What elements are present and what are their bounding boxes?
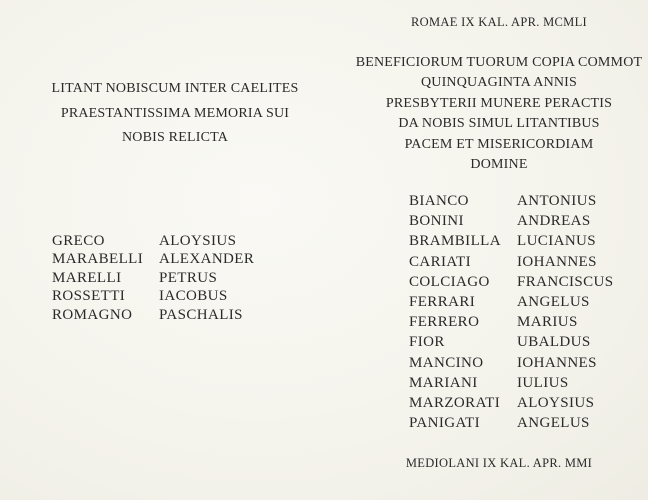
given-name: ANDREAS <box>517 213 591 230</box>
name-row <box>409 312 614 332</box>
name-row <box>52 287 254 305</box>
name-row <box>409 413 614 433</box>
name-row <box>409 272 614 292</box>
surname: COLCIAGO <box>409 273 490 290</box>
surname: MARIANI <box>409 374 478 391</box>
prayer-text <box>350 53 648 175</box>
surname: BIANCO <box>409 193 469 209</box>
surname: MARZORATI <box>409 395 501 412</box>
name-row <box>409 252 614 272</box>
surname: CARIATI <box>409 253 471 270</box>
given-name: ALEXANDER <box>159 251 255 268</box>
prayer-line: PRESBYTERII MUNERE PERACTIS <box>385 95 613 111</box>
given-name: FRANCISCUS <box>517 273 614 290</box>
given-name: ANGELUS <box>517 415 590 432</box>
name-row <box>409 393 614 413</box>
surname: MARABELLI <box>52 251 144 268</box>
intro-text <box>0 77 350 151</box>
intro-line: LITANT NOBISCUM INTER CAELITES <box>51 81 299 96</box>
prayer-line: PACEM ET MISERICORDIAM <box>404 136 594 152</box>
surname: FERRERO <box>409 314 480 331</box>
surname: FIOR <box>409 334 445 351</box>
prayer-line: DOMINE <box>470 157 528 173</box>
surname: ROMAGNO <box>52 306 133 323</box>
name-row <box>409 292 614 312</box>
name-row <box>409 191 614 211</box>
name-row <box>409 353 614 373</box>
living-names-list <box>409 191 614 433</box>
name-row <box>409 211 614 231</box>
name-row <box>52 269 254 287</box>
prayer-line: BENEFICIORUM TUORUM COPIA COMMOT <box>355 55 643 70</box>
surname: MARELLI <box>52 269 122 286</box>
surname: GRECO <box>52 233 105 249</box>
surname: BRAMBILLA <box>409 233 501 250</box>
surname: MANCINO <box>409 354 484 371</box>
surname: PANIGATI <box>409 415 480 432</box>
surname: BONINI <box>409 213 464 230</box>
date-header: ROMAE IX KAL. APR. MCMLI <box>411 15 587 29</box>
intro-line: PRAESTANTISSIMA MEMORIA SUI <box>60 105 290 121</box>
given-name: ANTONIUS <box>517 193 597 209</box>
prayer-line: DA NOBIS SIMUL LITANTIBUS <box>398 116 600 132</box>
deceased-names-list <box>52 232 254 324</box>
name-row <box>52 232 254 250</box>
intro-line: NOBIS RELICTA <box>121 130 229 145</box>
name-row <box>52 306 254 324</box>
given-name: PETRUS <box>159 269 218 286</box>
name-row <box>409 231 614 251</box>
given-name: IOHANNES <box>517 253 597 270</box>
name-row <box>409 373 614 393</box>
prayer-line: QUINQUAGINTA ANNIS <box>420 75 578 91</box>
given-name: LUCIANUS <box>517 233 597 250</box>
given-name: ALOYSIUS <box>159 233 237 249</box>
name-row <box>409 332 614 352</box>
given-name: IACOBUS <box>159 288 228 305</box>
given-name: PASCHALIS <box>159 306 243 323</box>
given-name: MARIUS <box>517 314 578 331</box>
given-name: UBALDUS <box>517 334 591 351</box>
surname: FERRARI <box>409 294 476 311</box>
surname: ROSSETTI <box>52 288 126 305</box>
name-row <box>52 250 254 268</box>
date-footer: MEDIOLANI IX KAL. APR. MMI <box>405 456 593 470</box>
given-name: IOHANNES <box>517 354 597 371</box>
given-name: IULIUS <box>517 374 569 391</box>
given-name: ANGELUS <box>517 294 590 311</box>
given-name: ALOYSIUS <box>517 395 595 412</box>
